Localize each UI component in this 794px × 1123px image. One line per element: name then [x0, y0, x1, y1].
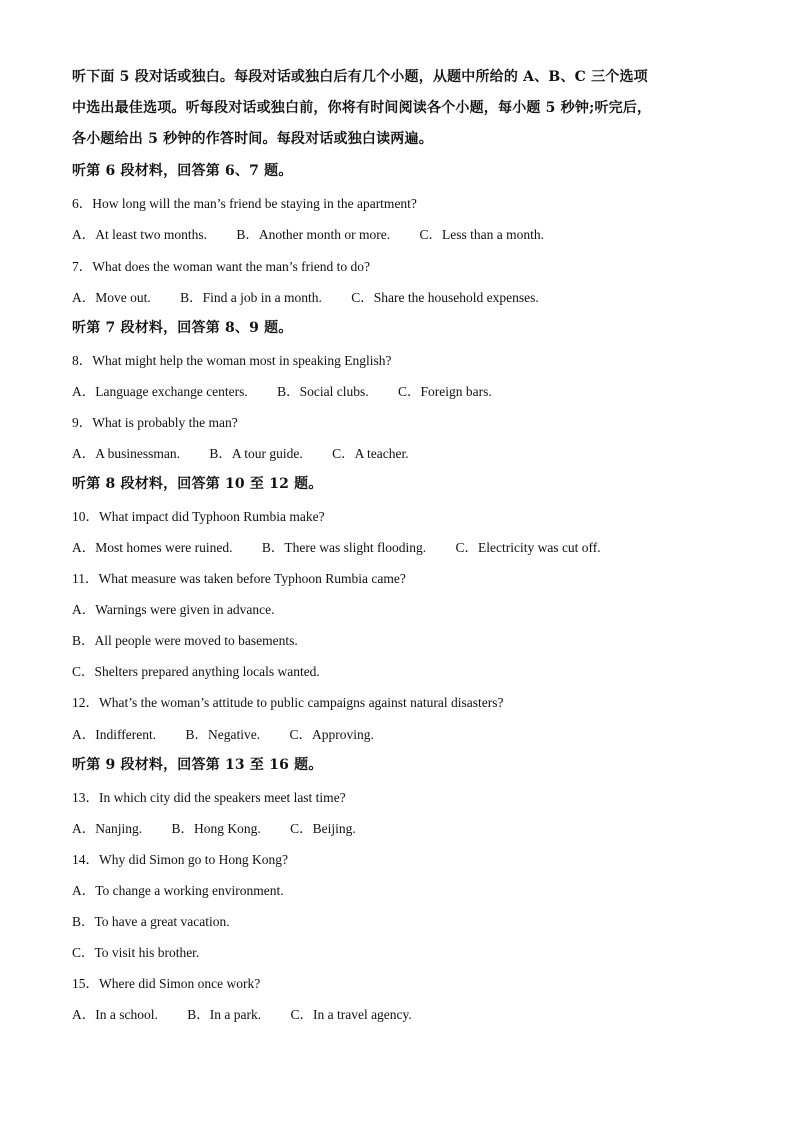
question-15-options — [72, 1003, 438, 1023]
question-11-option-a: A．Warnings were given in advance. — [72, 602, 275, 617]
question-10-stem: 10．What impact did Typhoon Rumbia make? — [72, 509, 325, 524]
question-15-stem: 15．Where did Simon once work? — [72, 976, 261, 991]
instructions-line-1: 听下面 5 段对话或独白。每段对话或独白后有几个小题，从题中所给的 A、B、C 三个选项 — [72, 69, 648, 85]
option-c: C．In a travel agency. — [290, 1007, 412, 1022]
option-b: B．Hong Kong. — [171, 821, 261, 836]
question-12-stem: 12．What’s the woman’s attitude to public campaigns against natural disasters? — [72, 695, 504, 710]
option-a: A．Most homes were ruined. — [72, 540, 233, 555]
section-heading-9: 听第 9 段材料，回答第 13 至 16 题。 — [72, 757, 323, 773]
option-a: A．Nanjing. — [72, 821, 143, 836]
option-c: C．Share the household expenses. — [351, 290, 539, 305]
option-b: B．Find a job in a month. — [180, 290, 322, 305]
section-heading-8: 听第 8 段材料，回答第 10 至 12 题。 — [72, 476, 323, 492]
option-b: B．Another month or more. — [236, 227, 391, 242]
question-8-stem: 8．What might help the woman most in speaking English? — [72, 353, 392, 368]
question-14-option-b: B．To have a great vacation. — [72, 914, 230, 929]
question-6-stem: 6．How long will the man’s friend be staying in the apartment? — [72, 196, 417, 211]
option-c: C．A teacher. — [332, 446, 409, 461]
question-11-option-b: B．All people were moved to basements. — [72, 633, 298, 648]
question-6-options — [72, 223, 570, 243]
option-a: A．Indifferent. — [72, 727, 157, 742]
question-13-stem: 13．In which city did the speakers meet last time? — [72, 790, 346, 805]
question-14-option-c: C．To visit his brother. — [72, 945, 200, 960]
question-7-options — [72, 286, 565, 306]
option-c: C．Approving. — [289, 727, 374, 742]
option-a: A．Language exchange centers. — [72, 384, 248, 399]
question-9-stem: 9．What is probably the man? — [72, 415, 238, 430]
question-7-stem: 7．What does the woman want the man’s friend to do? — [72, 259, 371, 274]
option-c: C．Beijing. — [290, 821, 356, 836]
option-a: A．In a school. — [72, 1007, 158, 1022]
question-14-option-a: A．To change a working environment. — [72, 883, 284, 898]
option-b: B．Negative. — [185, 727, 261, 742]
option-b: B．Social clubs. — [277, 384, 369, 399]
section-heading-7: 听第 7 段材料，回答第 8、9 题。 — [72, 320, 293, 336]
option-b: B．A tour guide. — [209, 446, 303, 461]
section-heading-6: 听第 6 段材料，回答第 6、7 题。 — [72, 163, 293, 179]
option-a: A．Move out. — [72, 290, 151, 305]
question-14-stem: 14．Why did Simon go to Hong Kong? — [72, 852, 288, 867]
option-a: A．A businessman. — [72, 446, 180, 461]
question-11-stem: 11．What measure was taken before Typhoon Rumbia came? — [72, 571, 406, 586]
question-9-options — [72, 442, 435, 462]
question-12-options — [72, 723, 400, 743]
instructions-line-2: 中选出最佳选项。听每段对话或独白前，你将有时间阅读各个小题，每小题 5 秒钟;听完后， — [72, 100, 652, 116]
option-c: C．Less than a month. — [419, 227, 544, 242]
option-c: C．Foreign bars. — [398, 384, 492, 399]
question-10-options — [72, 536, 627, 556]
option-b: B．In a park. — [187, 1007, 262, 1022]
question-13-options — [72, 817, 382, 837]
instructions-line-3: 各小题给出 5 秒钟的作答时间。每段对话或独白读两遍。 — [72, 131, 433, 147]
option-c: C．Electricity was cut off. — [455, 540, 601, 555]
question-11-option-c: C．Shelters prepared anything locals wanted. — [72, 664, 320, 679]
question-8-options — [72, 380, 518, 400]
option-b: B．There was slight flooding. — [261, 540, 427, 555]
option-a: A．At least two months. — [72, 227, 207, 242]
